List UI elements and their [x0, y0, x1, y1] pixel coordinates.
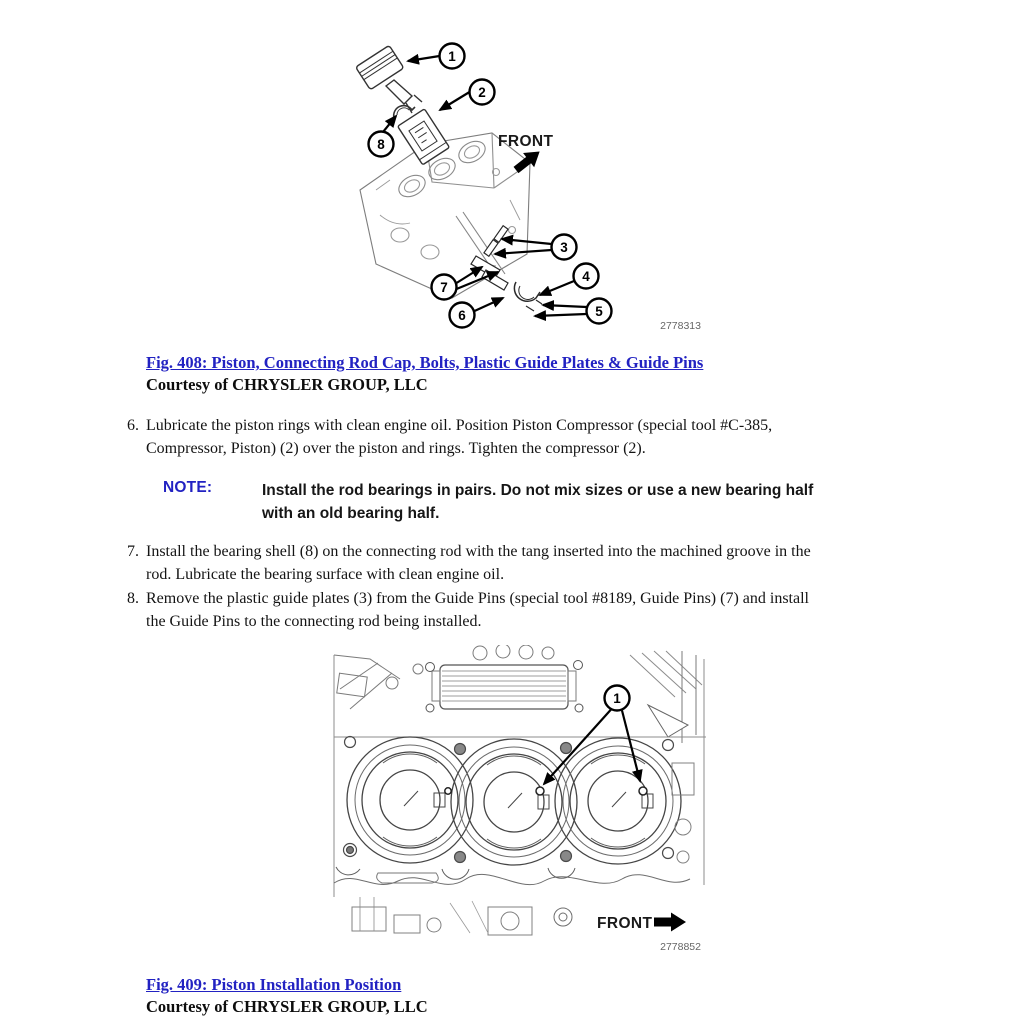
svg-text:3: 3: [560, 240, 568, 255]
note-text: [262, 479, 912, 525]
figure-408-art: [330, 30, 710, 337]
step-6: [127, 414, 887, 460]
svg-text:6: 6: [458, 308, 466, 323]
step-6-line-1: Lubricate the piston rings with clean engine oil. Position Piston Compressor (special tool #C-385,: [146, 417, 773, 434]
note-label: NOTE:: [163, 479, 213, 496]
svg-text:1: 1: [613, 691, 621, 706]
step-8-number: 8.: [127, 590, 139, 607]
svg-text:1: 1: [448, 49, 456, 64]
note-line-1: Install the rod bearings in pairs. Do not mix sizes or use a new bearing half: [262, 482, 814, 499]
callout-7: [432, 275, 457, 300]
step-8-line-2: the Guide Pins to the connecting rod being installed.: [146, 613, 482, 630]
figure-408-diagram: [330, 30, 710, 337]
callout-1-409: [605, 686, 630, 711]
svg-text:2: 2: [478, 85, 486, 100]
callout-3: [552, 235, 577, 260]
step-7-line-2: rod. Lubricate the bearing surface with clean engine oil.: [146, 566, 505, 583]
figure-409-courtesy: Courtesy of CHRYSLER GROUP, LLC: [146, 997, 428, 1016]
piston-compressor-art: [398, 109, 450, 165]
figure-408-courtesy: Courtesy of CHRYSLER GROUP, LLC: [146, 375, 428, 394]
piston-mark-3: [639, 787, 647, 795]
step-6-line-2: Compressor, Piston) (2) over the piston and rings. Tighten the compressor (2).: [146, 440, 646, 457]
callout-6: [450, 303, 475, 328]
svg-text:5: 5: [595, 304, 603, 319]
callout-5: [587, 299, 612, 324]
cylinder-bores-art: [344, 737, 682, 866]
engine-block-art: [360, 133, 530, 298]
figure-408-link[interactable]: Fig. 408: Piston, Connecting Rod Cap, Bolts, Plastic Guide Plates & Guide Pins: [146, 353, 704, 372]
front-label-408: FRONT: [498, 133, 554, 150]
step-7-number: 7.: [127, 543, 139, 560]
figure-number-409: 2778852: [660, 941, 701, 953]
callout-8: [369, 132, 394, 157]
figure-409-art: [330, 645, 710, 957]
front-label-409: FRONT: [597, 915, 653, 932]
figure-409-caption-block: [146, 974, 428, 1018]
step-7: [127, 540, 897, 586]
step-8-line-1: Remove the plastic guide plates (3) from the Guide Pins (special tool #8189, Guide Pins) (7) and install: [146, 590, 809, 607]
svg-text:4: 4: [582, 269, 590, 284]
note-line-2: with an old bearing half.: [262, 505, 440, 522]
svg-text:7: 7: [440, 280, 448, 295]
step-7-line-1: Install the bearing shell (8) on the connecting rod with the tang inserted into the machined groove in the: [146, 543, 811, 560]
callout-2: [470, 80, 495, 105]
figure-number-408: 2778313: [660, 320, 701, 332]
piston-mark-1: [445, 788, 451, 794]
step-6-number: 6.: [127, 417, 139, 434]
step-8: [127, 587, 897, 633]
piston-art: [356, 45, 422, 113]
front-arrow-icon-409: [654, 913, 686, 932]
svg-text:8: 8: [377, 137, 385, 152]
figure-408-caption-block: [146, 352, 703, 396]
callout-4: [574, 264, 599, 289]
piston-mark-2: [536, 787, 544, 795]
figure-409-link[interactable]: Fig. 409: Piston Installation Position: [146, 975, 402, 994]
figure-409-diagram: [330, 645, 710, 957]
callout-1: [440, 44, 465, 69]
